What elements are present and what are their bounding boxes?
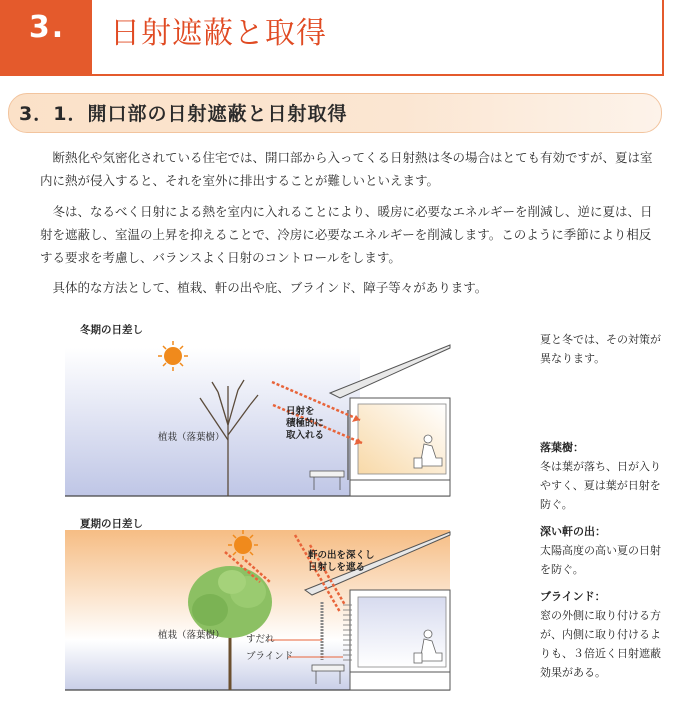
chapter-header — [0, 0, 664, 76]
shading-figure — [40, 320, 510, 700]
paragraph-3: 具体的な方法として、植栽、軒の出や庇、ブラインド、障子等々があります。 — [40, 280, 488, 295]
chapter-number: 3. — [2, 0, 92, 74]
winter-panel-title: 冬期の日差し — [80, 324, 143, 336]
summer-panel-title: 夏期の日差し — [80, 518, 143, 530]
note-deciduous-text: 冬は葉が落ち、日が入りやすく、夏は葉が日射を防ぐ。 — [540, 460, 661, 511]
winter-panel — [65, 341, 450, 496]
section-title: 3．1．開口部の日射遮蔽と日射取得 — [19, 103, 348, 125]
paragraph-1: 断熱化や気密化されている住宅では、開口部から入ってくる日射熱は冬の場合はとても有効ですが、夏は室内に熱が侵入すると、それを室外に排出することが難しいといえます。 — [40, 150, 653, 188]
shading-illustration — [40, 320, 510, 700]
summer-eave-label: 軒の出を深くし 日射しを遮る — [308, 550, 375, 573]
summer-panel — [65, 530, 450, 690]
notes-intro: 夏と冬では、その対策が異なります。 — [540, 333, 661, 365]
note-eave-text: 太陽高度の高い夏の日射を防ぐ。 — [540, 544, 661, 576]
section-header — [8, 93, 662, 133]
blind-label: ブラインド — [246, 651, 294, 662]
note-blind-head: ブラインド： — [540, 590, 606, 603]
winter-tree-label: 植栽（落葉樹） — [158, 432, 225, 443]
note-deciduous-head: 落葉樹： — [540, 441, 584, 454]
winter-sun-label: 日射を 積極的に 取入れる — [286, 406, 325, 441]
sudare-label: すだれ — [246, 634, 275, 645]
note-eave-head: 深い軒の出： — [540, 525, 606, 538]
note-blind-text: 窓の外側に取り付ける方が、内側に取り付けるよりも、３倍近く日射遮蔽効果がある。 — [540, 609, 661, 679]
chapter-title: 日射遮蔽と取得 — [110, 16, 327, 51]
side-notes — [540, 330, 670, 682]
summer-tree-label: 植栽（落葉樹） — [158, 630, 225, 641]
paragraph-2: 冬は、なるべく日射による熱を室内に入れることにより、暖房に必要なエネルギーを削減し、逆に夏は、日射を遮蔽し、室温の上昇を抑えることで、冷房に必要なエネルギーを削減します。このように季節により相反する要求を考慮し、バランスよく日射のコントロールをします。 — [40, 204, 653, 265]
